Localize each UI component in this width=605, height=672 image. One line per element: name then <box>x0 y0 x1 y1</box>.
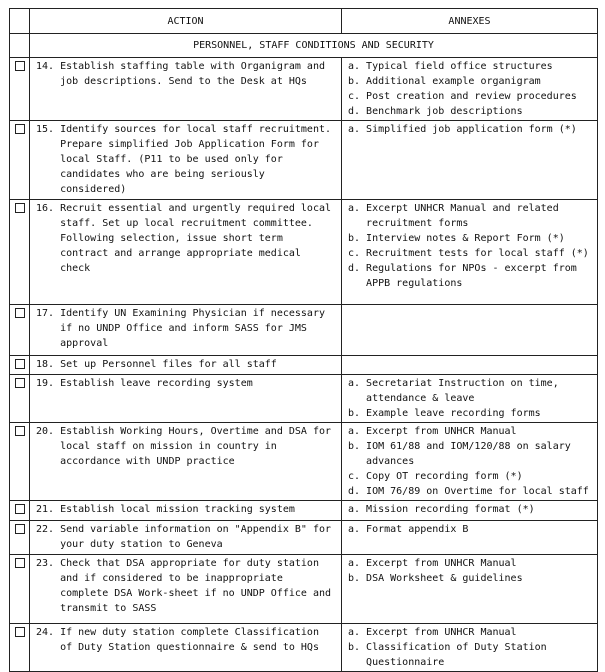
action-text: 21. Establish local mission tracking system <box>36 504 295 515</box>
action-cell <box>30 305 342 356</box>
checkbox-cell <box>10 501 30 521</box>
action-text: 18. Set up Personnel files for all staff <box>36 359 277 370</box>
checkbox[interactable] <box>15 378 25 388</box>
annex-item: b. IOM 61/88 and IOM/120/88 on salary advances <box>348 441 577 467</box>
annex-list <box>342 521 597 538</box>
annexes-cell <box>342 555 598 624</box>
checkbox-cell <box>10 121 30 200</box>
annex-list <box>342 375 597 422</box>
section-title: PERSONNEL, STAFF CONDITIONS AND SECURITY <box>30 34 598 58</box>
action-text: 16. Recruit essential and urgently required local staff. Set up local recruitment committee. Following selection, issue short term contract and arrange appropriate medical check <box>36 203 338 274</box>
checklist-sheet <box>9 8 597 672</box>
action-cell <box>30 555 342 624</box>
action-cell <box>30 521 342 555</box>
action-text: 15. Identify sources for local staff recruitment. Prepare simplified Job Application Form for local Staff. (P11 to be used only for candidates who are being seriously considered) <box>36 124 338 195</box>
annex-item: c. Recruitment tests for local staff (*) <box>348 248 589 259</box>
checkbox-cell <box>10 58 30 121</box>
action-text: 17. Identify UN Examining Physician if necessary if no UNDP Office and inform SASS for JMS approval <box>36 308 332 349</box>
annex-item: b. Classification of Duty Station Questionnaire <box>348 642 553 668</box>
action-text: 20. Establish Working Hours, Overtime and DSA for local staff on mission in country in accordance with UNDP practice <box>36 426 338 467</box>
annex-list <box>342 58 597 120</box>
annexes-cell <box>342 305 598 356</box>
annexes-cell <box>342 58 598 121</box>
checkbox[interactable] <box>15 558 25 568</box>
table-row <box>10 305 598 356</box>
table-row <box>10 624 598 672</box>
annex-item: a. Format appendix B <box>348 524 469 535</box>
action-cell <box>30 501 342 521</box>
action-text: 19. Establish leave recording system <box>36 378 253 389</box>
annex-item: a. Excerpt from UNHCR Manual <box>348 426 517 437</box>
annex-item: b. Example leave recording forms <box>348 408 541 419</box>
action-text: 14. Establish staffing table with Organigram and job descriptions. Send to the Desk at HQs <box>36 61 332 87</box>
action-cell <box>30 200 342 305</box>
section-blank <box>10 34 30 58</box>
header-blank <box>10 9 30 34</box>
annexes-cell <box>342 521 598 555</box>
annex-item: d. Benchmark job descriptions <box>348 106 523 117</box>
checkbox[interactable] <box>15 124 25 134</box>
action-cell <box>30 121 342 200</box>
annex-item: a. Excerpt from UNHCR Manual <box>348 558 517 569</box>
annex-list <box>342 121 597 138</box>
annex-list <box>342 423 597 500</box>
annexes-cell <box>342 375 598 423</box>
header-annexes: ANNEXES <box>342 9 598 34</box>
table-row <box>10 423 598 501</box>
table-row <box>10 375 598 423</box>
action-text: 24. If new duty station complete Classification of Duty Station questionnaire & send to HQs <box>36 627 325 653</box>
action-annex-table <box>9 8 598 672</box>
table-row <box>10 121 598 200</box>
annex-item: c. Post creation and review procedures <box>348 91 577 102</box>
table-row <box>10 501 598 521</box>
checkbox[interactable] <box>15 524 25 534</box>
action-cell <box>30 423 342 501</box>
annex-item: b. Interview notes & Report Form (*) <box>348 233 565 244</box>
annex-item: a. Mission recording format (*) <box>348 504 535 515</box>
annex-item: a. Secretariat Instruction on time, attendance & leave <box>348 378 565 404</box>
checkbox[interactable] <box>15 61 25 71</box>
action-cell <box>30 356 342 375</box>
action-text: 23. Check that DSA appropriate for duty station and if considered to be inappropriate complete DSA Work-sheet if no UNDP Office and transmit to SASS <box>36 558 338 614</box>
checkbox-cell <box>10 375 30 423</box>
table-row <box>10 200 598 305</box>
checkbox-cell <box>10 423 30 501</box>
annex-list <box>342 624 597 671</box>
annexes-cell <box>342 501 598 521</box>
checkbox-cell <box>10 305 30 356</box>
table-row <box>10 521 598 555</box>
annex-list <box>342 555 597 587</box>
section-row <box>10 34 598 58</box>
checkbox[interactable] <box>15 627 25 637</box>
checkbox-cell <box>10 521 30 555</box>
annex-item: a. Typical field office structures <box>348 61 553 72</box>
header-action: ACTION <box>30 9 342 34</box>
annex-item: a. Excerpt from UNHCR Manual <box>348 627 517 638</box>
annex-item: a. Simplified job application form (*) <box>348 124 577 135</box>
checkbox-cell <box>10 200 30 305</box>
header-row <box>10 9 598 34</box>
annex-item: d. IOM 76/89 on Overtime for local staff <box>348 486 589 497</box>
annex-list <box>342 200 597 292</box>
annexes-cell <box>342 356 598 375</box>
annexes-cell <box>342 423 598 501</box>
checkbox-cell <box>10 555 30 624</box>
annexes-cell <box>342 200 598 305</box>
checkbox-cell <box>10 356 30 375</box>
annex-list <box>342 501 597 518</box>
action-cell <box>30 58 342 121</box>
annex-item: a. Excerpt UNHCR Manual and related recruitment forms <box>348 203 565 229</box>
annexes-cell <box>342 121 598 200</box>
table-row <box>10 356 598 375</box>
action-text: 22. Send variable information on "Appendix B" for your duty station to Geneva <box>36 524 338 550</box>
action-cell <box>30 375 342 423</box>
annex-item: b. Additional example organigram <box>348 76 541 87</box>
checkbox[interactable] <box>15 359 25 369</box>
checkbox[interactable] <box>15 203 25 213</box>
checkbox[interactable] <box>15 308 25 318</box>
table-row <box>10 58 598 121</box>
annex-item: c. Copy OT recording form (*) <box>348 471 523 482</box>
annex-item: d. Regulations for NPOs - excerpt from APPB regulations <box>348 263 583 289</box>
checkbox[interactable] <box>15 504 25 514</box>
checkbox[interactable] <box>15 426 25 436</box>
action-cell <box>30 624 342 672</box>
table-row <box>10 555 598 624</box>
annex-item: b. DSA Worksheet & guidelines <box>348 573 523 584</box>
annexes-cell <box>342 624 598 672</box>
checkbox-cell <box>10 624 30 672</box>
